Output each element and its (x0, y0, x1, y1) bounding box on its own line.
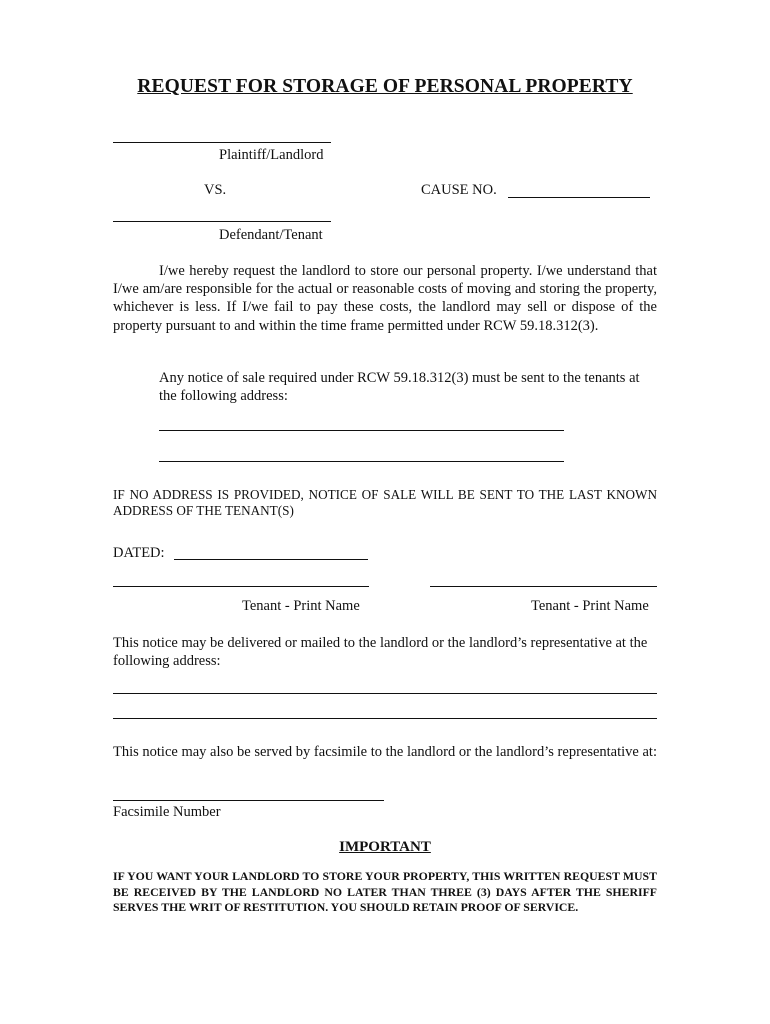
cause-no-label: CAUSE NO. (421, 182, 497, 198)
landlord-address-line-2[interactable] (113, 718, 657, 719)
facsimile-notice: This notice may also be served by facsimile to the landlord or the landlord’s representative at: (113, 744, 657, 760)
important-heading: IMPORTANT (339, 839, 431, 855)
no-address-notice: IF NO ADDRESS IS PROVIDED, NOTICE OF SALE WILL BE SENT TO THE LAST KNOWN ADDRESS OF THE TENANT(S) (113, 487, 657, 518)
request-paragraph: I/we hereby request the landlord to store our personal property. I/we understand that I/we am/are responsible for the actual or reasonable costs of moving and storing the property, whichever is less. If I/we fail to pay these costs, the landlord may sell or dispose of the property pursuant to and within the time frame permitted under RCW 59.18.312(3). (113, 263, 657, 334)
landlord-address-line-1[interactable] (113, 693, 657, 694)
defendant-label: Defendant/Tenant (219, 227, 323, 243)
dated-line[interactable] (174, 559, 368, 560)
plaintiff-label: Plaintiff/Landlord (219, 147, 324, 163)
tenant-signature-line-1[interactable] (113, 586, 369, 587)
facsimile-number-label: Facsimile Number (113, 804, 221, 820)
tenant-address-line-2[interactable] (159, 461, 564, 462)
dated-label: DATED: (113, 545, 165, 561)
tenant-address-line-1[interactable] (159, 430, 564, 431)
tenant-print-name-label-1: Tenant - Print Name (242, 598, 360, 614)
vs-label: VS. (204, 182, 227, 198)
tenant-signature-line-2[interactable] (430, 586, 657, 587)
document-title: REQUEST FOR STORAGE OF PERSONAL PROPERTY (137, 76, 633, 97)
important-notice: IF YOU WANT YOUR LANDLORD TO STORE YOUR PROPERTY, THIS WRITTEN REQUEST MUST BE RECEIVED BY THE LANDLORD NO LATER THAN THREE (3) DAYS AFTER THE SHERIFF SERVES THE WRIT OF RESTITUTION. YOU SHOULD RETAIN PROOF OF SERVICE. (113, 869, 657, 915)
notice-address-paragraph: Any notice of sale required under RCW 59.18.312(3) must be sent to the tenants at the following address: (159, 370, 640, 405)
cause-no-line[interactable] (508, 197, 650, 198)
tenant-print-name-label-2: Tenant - Print Name (531, 598, 649, 614)
facsimile-number-line[interactable] (113, 800, 384, 801)
defendant-name-line[interactable] (113, 221, 331, 222)
plaintiff-name-line[interactable] (113, 142, 331, 143)
delivery-notice: This notice may be delivered or mailed to the landlord or the landlord’s representative at the following address: (113, 635, 648, 670)
